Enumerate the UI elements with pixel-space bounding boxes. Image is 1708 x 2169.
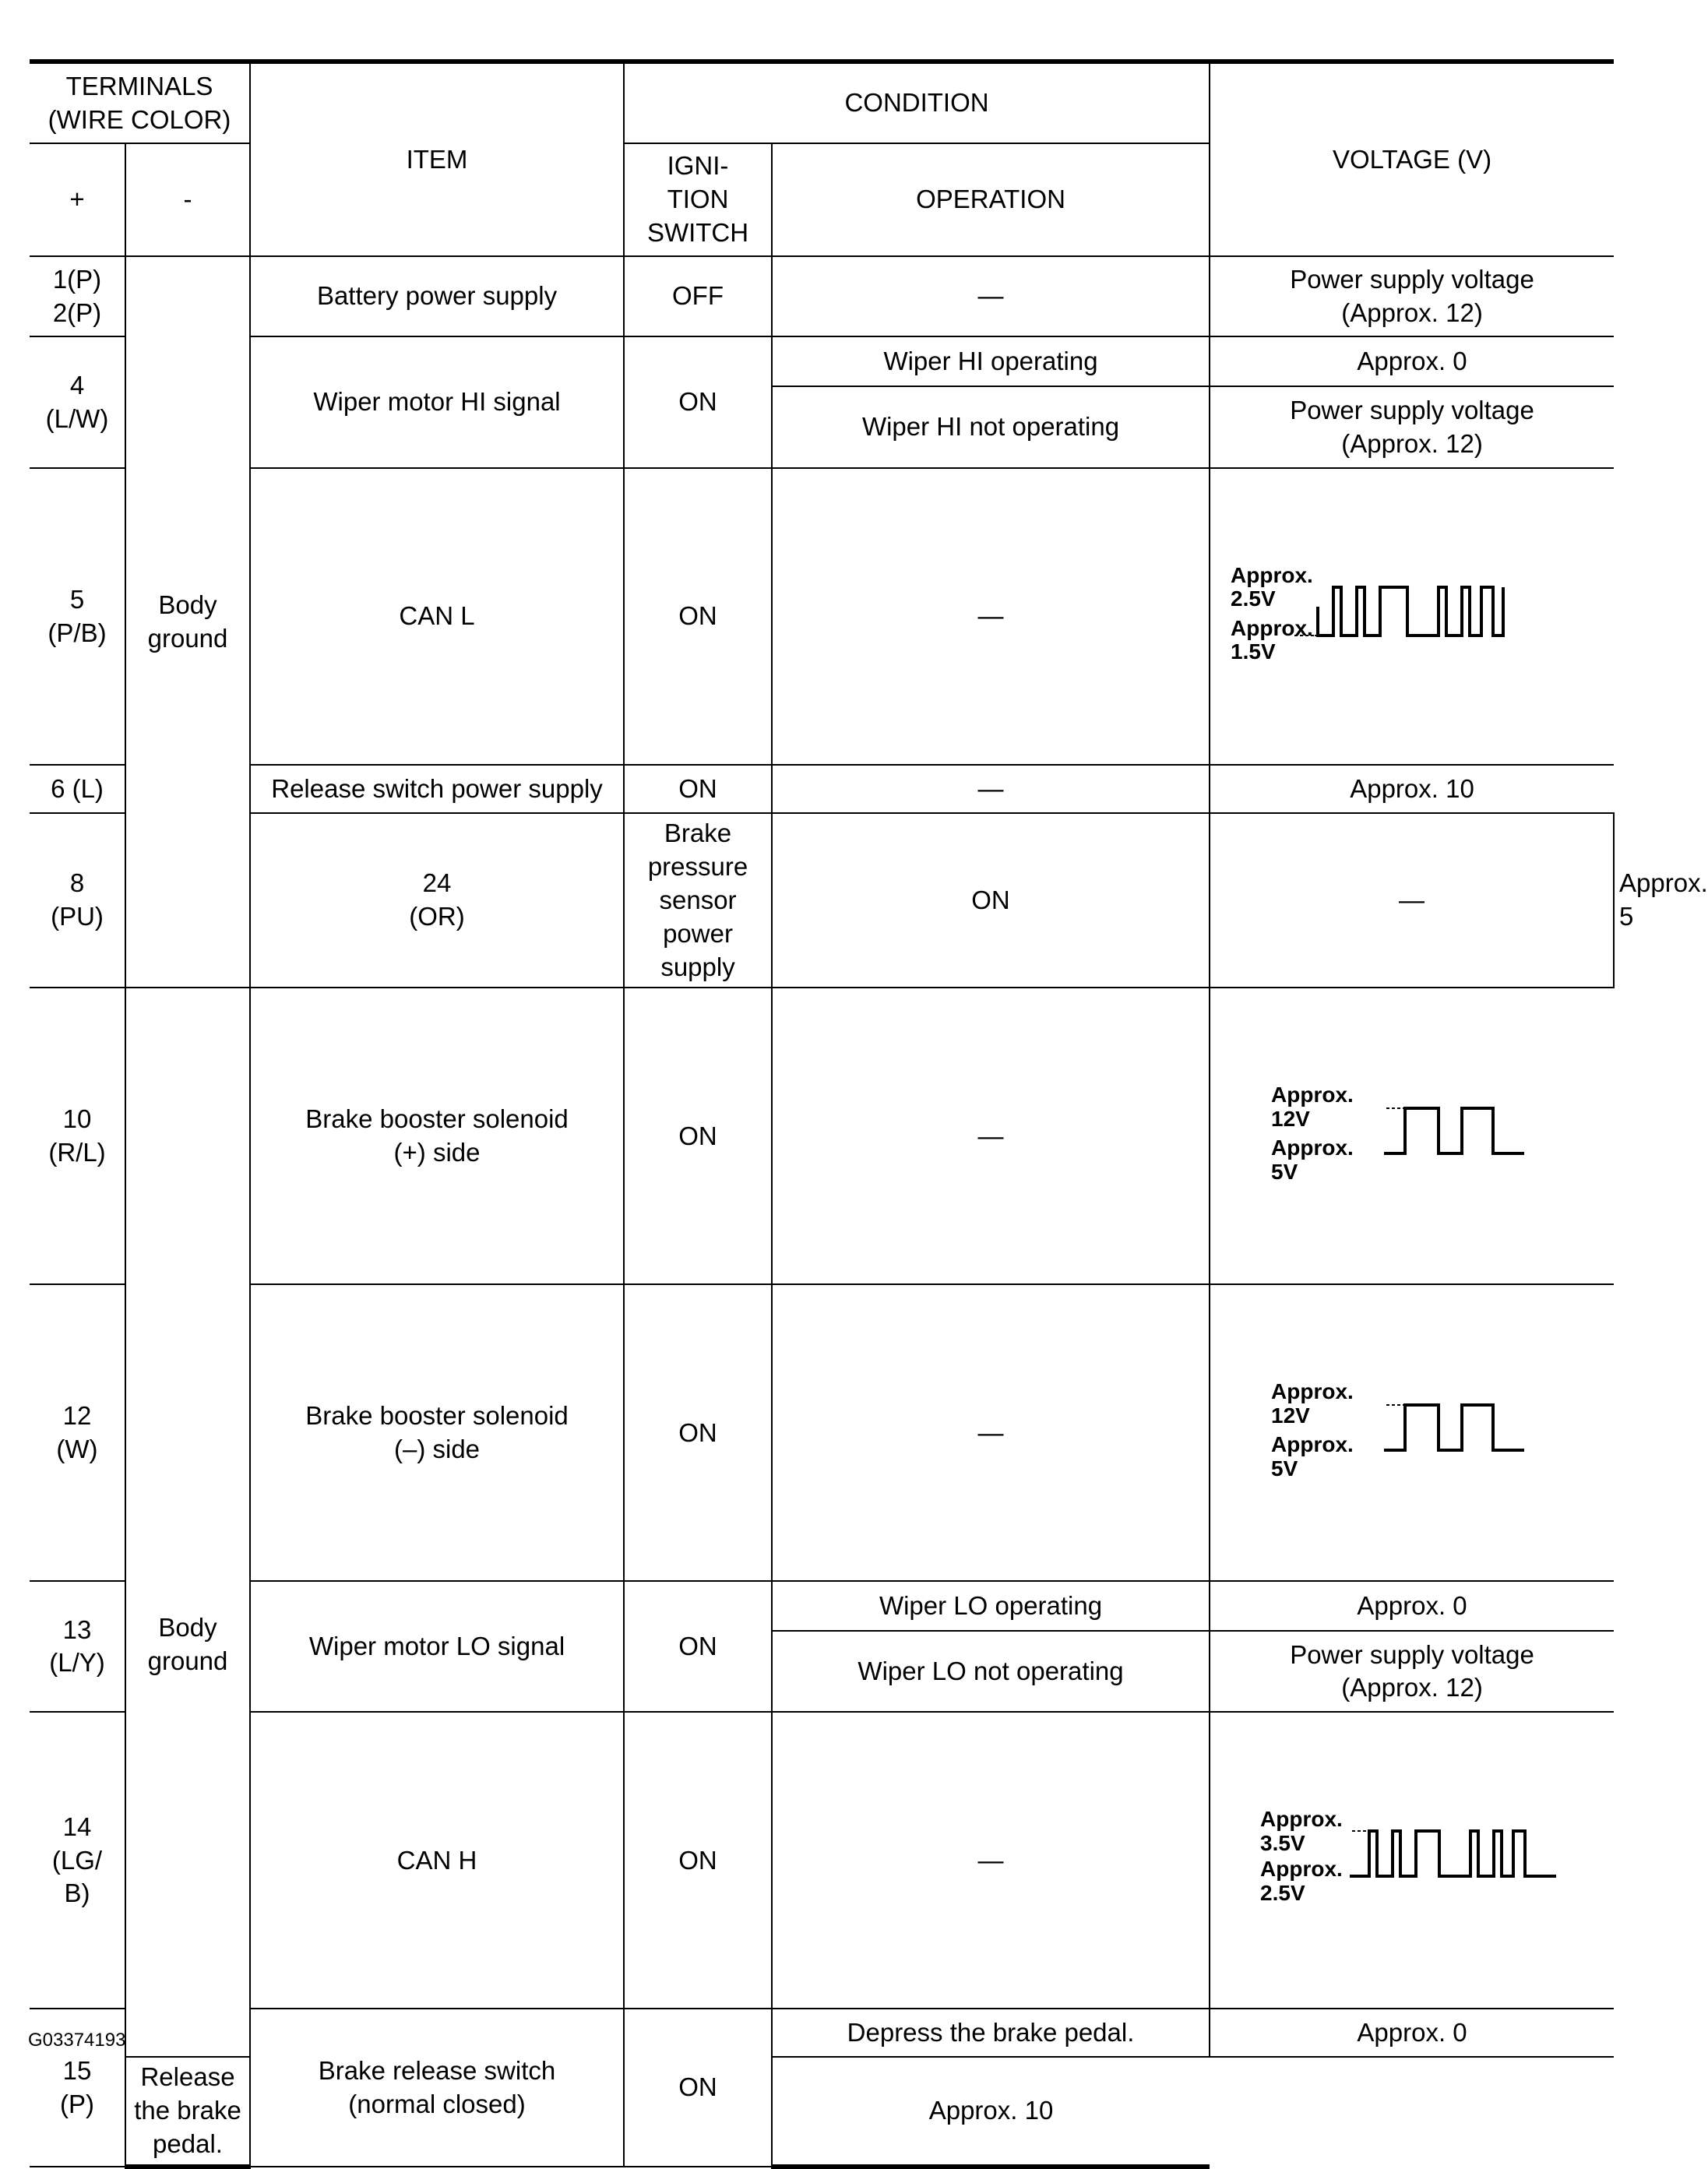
- item-cell: Release switch power supply: [250, 765, 624, 813]
- ignition-cell: ON: [624, 988, 772, 1284]
- minus-terminal-cell: 24 (OR): [250, 813, 624, 988]
- voltage-cell: [1210, 468, 1614, 765]
- voltage-cell: [1210, 988, 1614, 1284]
- operation-cell: —: [772, 765, 1210, 813]
- waveform-high-label: Approx. 2.5V: [1231, 562, 1313, 611]
- table-row: [30, 256, 1614, 336]
- can-h-waveform: [1260, 1808, 1587, 1905]
- terminal-cell: 6 (L): [30, 765, 125, 813]
- solenoid-minus-waveform: [1271, 1379, 1567, 1481]
- voltage-cell: Power supply voltage (Approx. 12): [1210, 256, 1614, 336]
- terminal-cell: 1(P) 2(P): [30, 256, 125, 336]
- terminal-voltage-table: [30, 59, 1708, 2169]
- solenoid-plus-waveform: [1271, 1083, 1567, 1184]
- table-row: [30, 468, 1614, 765]
- waveform-high-label: Approx. 3.5V: [1260, 1807, 1343, 1855]
- item-cell: Wiper motor LO signal: [250, 1581, 624, 1712]
- waveform-high-label: Approx. 12V: [1271, 1379, 1354, 1428]
- condition-header: CONDITION: [624, 62, 1210, 143]
- terminals-header: TERMINALS (WIRE COLOR): [30, 62, 250, 143]
- waveform-low-label: Approx. 5V: [1271, 1136, 1354, 1184]
- voltage-cell: Power supply voltage (Approx. 12): [1210, 1631, 1614, 1712]
- terminal-cell: 12 (W): [30, 1284, 125, 1581]
- can-l-waveform: [1231, 562, 1542, 664]
- waveform-low-label: Approx. 2.5V: [1260, 1857, 1343, 1905]
- operation-cell: Wiper LO operating: [772, 1581, 1210, 1631]
- ignition-cell: ON: [624, 2009, 772, 2167]
- terminal-cell: 8 (PU): [30, 813, 125, 988]
- operation-cell: Release the brake pedal.: [125, 2057, 250, 2167]
- ignition-cell: ON: [624, 336, 772, 468]
- item-header: ITEM: [250, 62, 624, 256]
- item-cell: Battery power supply: [250, 256, 624, 336]
- ignition-cell: ON: [624, 468, 772, 765]
- table-row: 8 (PU) 24 (OR) Brake pressure sensor power supply ON — Approx. 5: [30, 813, 1614, 988]
- waveform-low-label: Approx. 1.5V: [1231, 615, 1313, 664]
- operation-cell: Wiper HI operating: [772, 336, 1210, 386]
- voltage-cell: Approx. 0: [1210, 336, 1614, 386]
- item-cell: Brake pressure sensor power supply: [624, 813, 772, 988]
- operation-cell: —: [772, 468, 1210, 765]
- ignition-cell: ON: [624, 1712, 772, 2009]
- waveform-low-label: Approx. 5V: [1271, 1432, 1354, 1481]
- operation-cell: —: [772, 256, 1210, 336]
- operation-cell: Wiper HI not operating: [772, 386, 1210, 468]
- voltage-cell: Power supply voltage (Approx. 12): [1210, 386, 1614, 468]
- ignition-cell: ON: [624, 1581, 772, 1712]
- table-row: [30, 988, 1614, 1284]
- ignition-cell: ON: [772, 813, 1210, 988]
- item-cell: Wiper motor HI signal: [250, 336, 624, 468]
- terminal-cell: 5 (P/B): [30, 468, 125, 765]
- operation-cell: —: [772, 1712, 1210, 2009]
- voltage-cell: Approx. 0: [1210, 1581, 1614, 1631]
- operation-header: OPERATION: [772, 143, 1210, 256]
- voltage-header: VOLTAGE (V): [1210, 62, 1614, 256]
- minus-header: -: [125, 143, 250, 256]
- table-row: [30, 1712, 1614, 2009]
- body-ground-cell: Body ground: [125, 256, 250, 988]
- terminal-cell: 4 (L/W): [30, 336, 125, 468]
- item-cell: CAN L: [250, 468, 624, 765]
- operation-cell: —: [772, 988, 1210, 1284]
- voltage-cell: Approx. 10: [772, 2057, 1210, 2167]
- terminal-cell: 14 (LG/ B): [30, 1712, 125, 2009]
- operation-cell: —: [772, 1284, 1210, 1581]
- body-ground-cell: Body ground: [125, 988, 250, 2057]
- terminal-cell: 13 (L/Y): [30, 1581, 125, 1712]
- operation-cell: —: [1210, 813, 1614, 988]
- table-row: [30, 765, 1614, 813]
- voltage-cell: Approx. 0: [1210, 2009, 1614, 2057]
- voltage-cell: Approx. 10: [1210, 765, 1614, 813]
- item-cell: CAN H: [250, 1712, 624, 2009]
- terminal-cell: 10 (R/L): [30, 988, 125, 1284]
- item-cell: Brake booster solenoid (–) side: [250, 1284, 624, 1581]
- ignition-switch-header: IGNI- TION SWITCH: [624, 143, 772, 256]
- item-cell: Brake release switch (normal closed): [250, 2009, 624, 2167]
- ignition-cell: OFF: [624, 256, 772, 336]
- plus-header: +: [30, 143, 125, 256]
- table-row: [30, 1581, 1614, 1631]
- item-cell: Brake booster solenoid (+) side: [250, 988, 624, 1284]
- terminal-cell: 15 (P): [30, 2009, 125, 2167]
- table-row: [30, 1284, 1614, 1581]
- figure-code: G03374193: [28, 2030, 126, 2051]
- ignition-cell: ON: [624, 1284, 772, 1581]
- waveform-high-label: Approx. 12V: [1271, 1083, 1354, 1131]
- table-row: [30, 2009, 1614, 2057]
- voltage-cell: [1210, 1712, 1614, 2009]
- voltage-cell: [1210, 1284, 1614, 1581]
- ignition-cell: ON: [624, 765, 772, 813]
- table-row: [30, 336, 1614, 386]
- operation-cell: Wiper LO not operating: [772, 1631, 1210, 1712]
- operation-cell: Depress the brake pedal.: [772, 2009, 1210, 2057]
